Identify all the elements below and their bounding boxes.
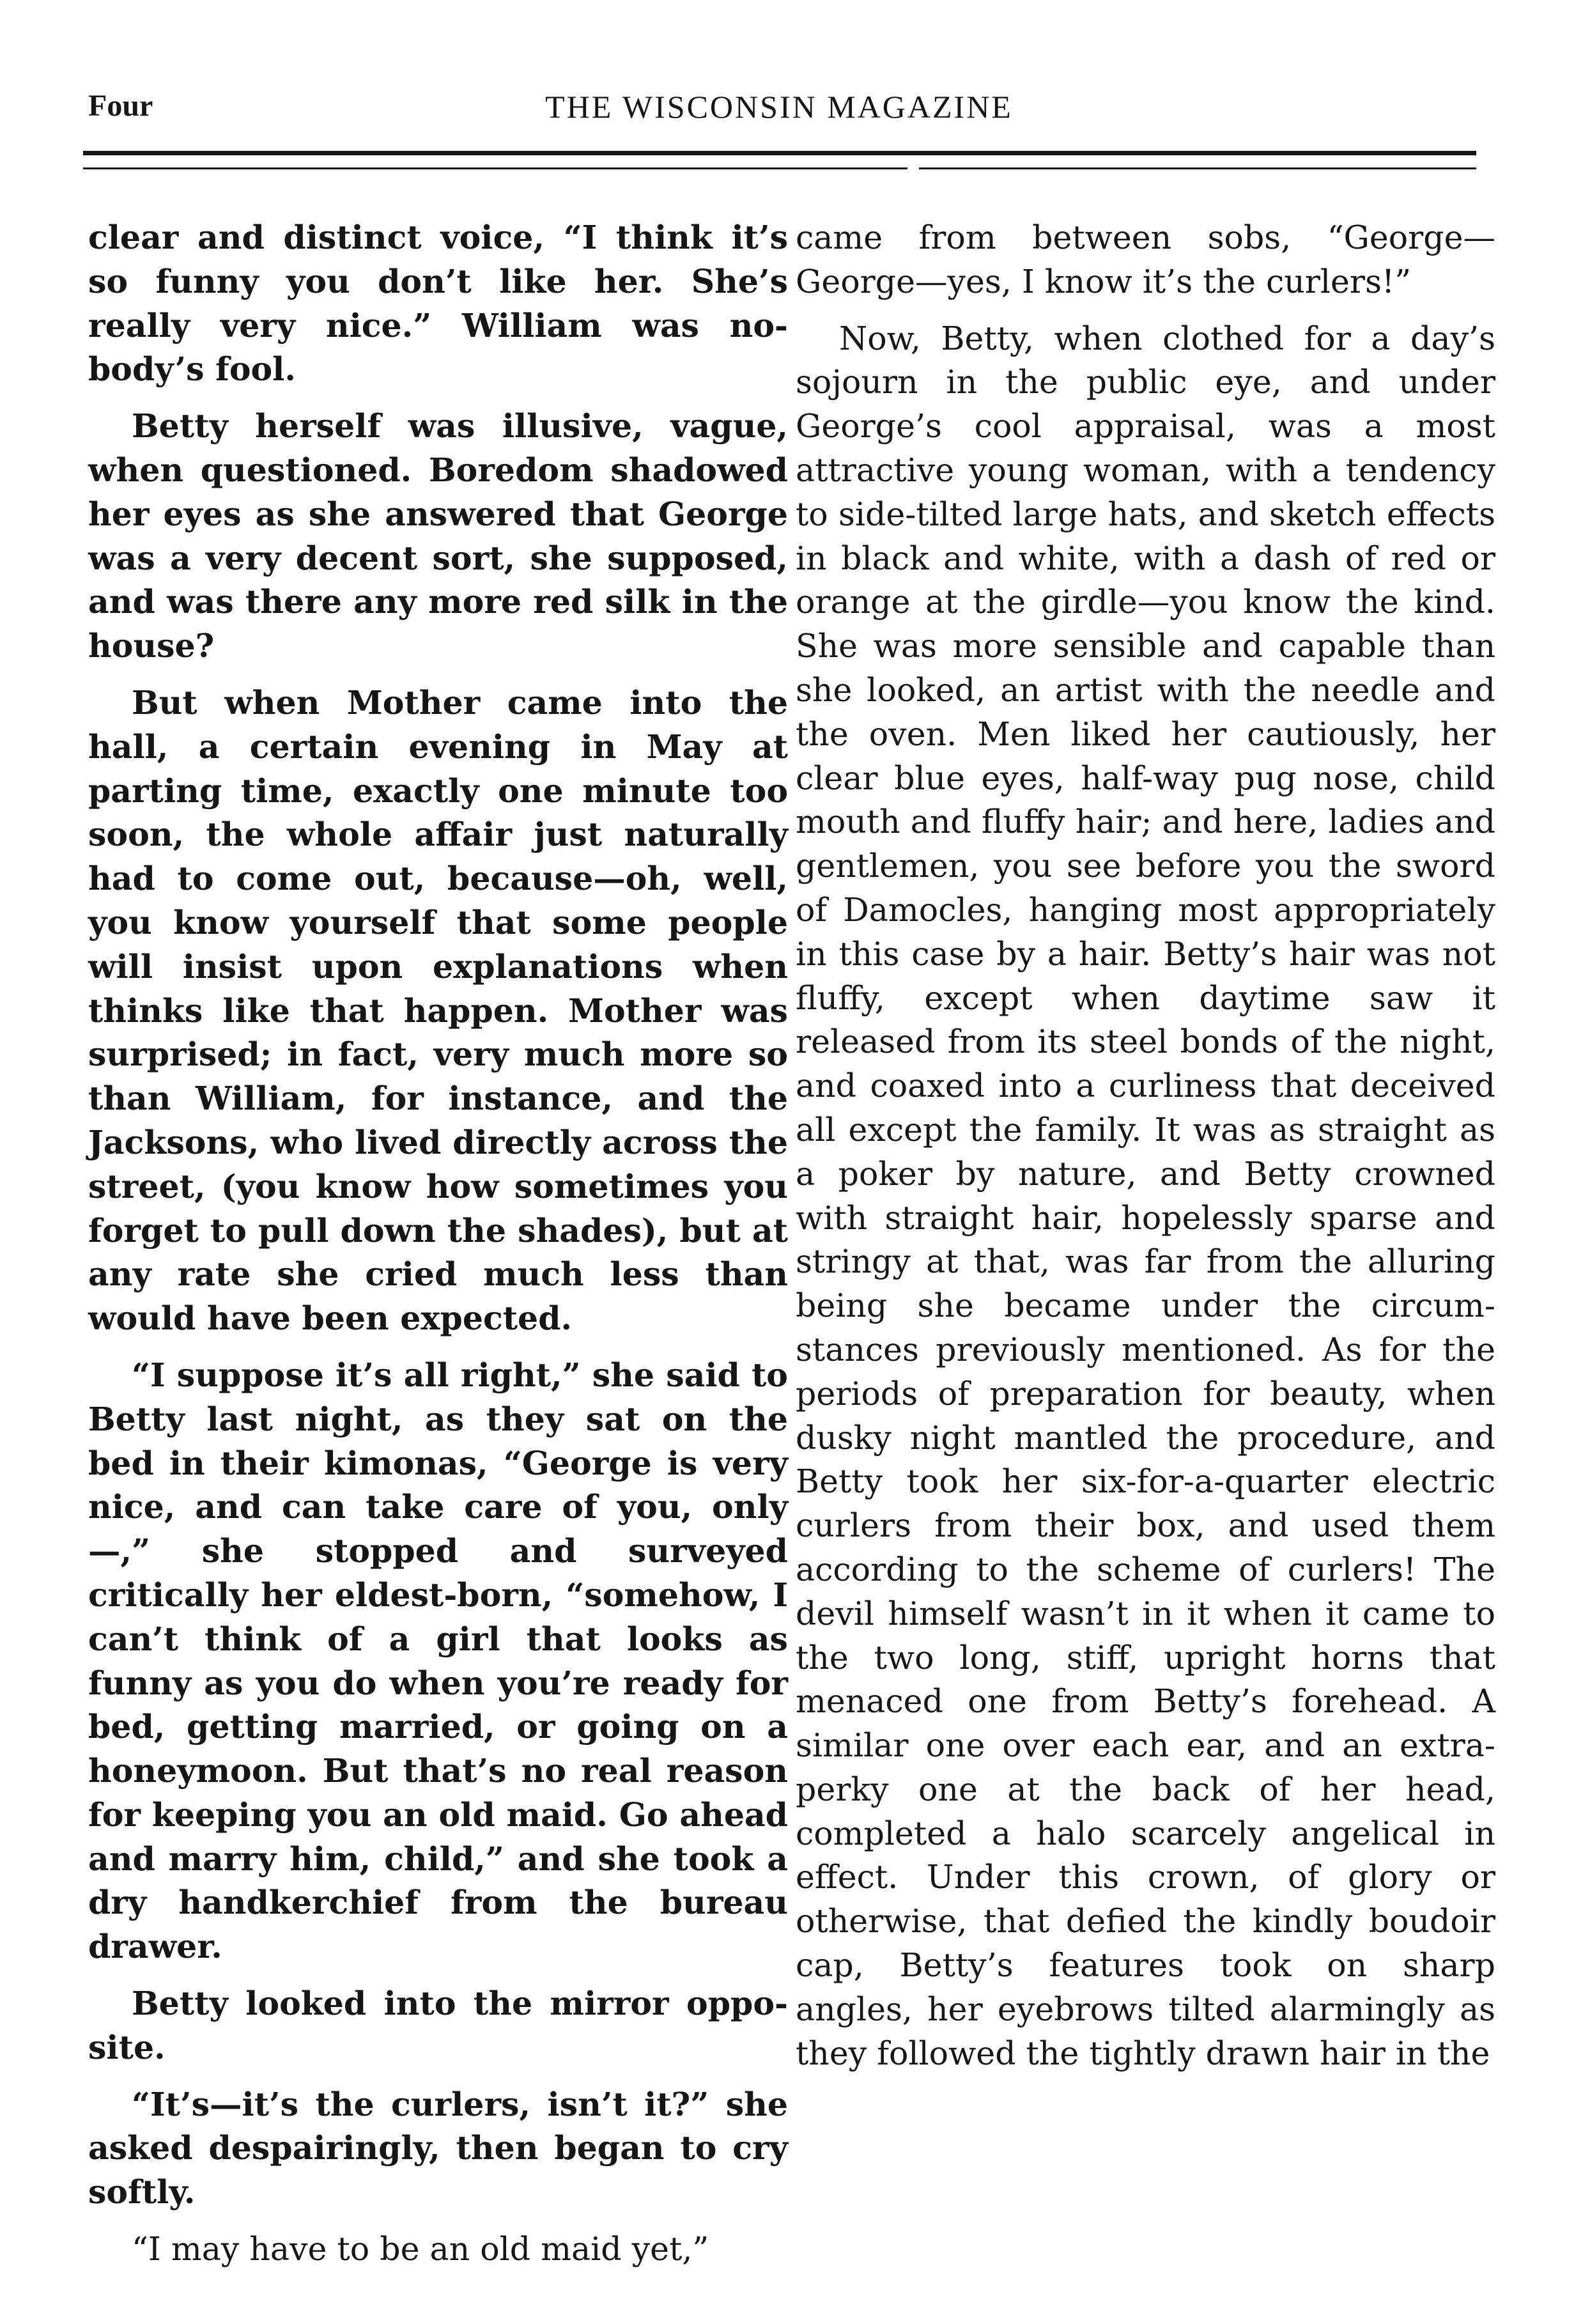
magazine-title: THE WISCONSIN MAGAZINE: [545, 89, 1013, 125]
left-column: [88, 216, 788, 2272]
paragraph: “I suppose it’s all right,” she said to Betty last night, as they sat on the bed in their kimonas, “George is very nice, and can take care of you, only—,” she stopped and surveyed critically her eldest-born, “somehow, I can’t think of a girl that looks as funny as you do when you’re ready for bed, getting married, or going on a honeymoon. But that’s no real reason for keeping you an old maid. Go ahead and marry him, child,” and she took a dry handkerchief from the bureau drawer.: [88, 1356, 788, 1966]
header-rule-thin-right: [919, 167, 1476, 169]
paragraph: Betty looked into the mirror opposite.: [88, 1985, 788, 2066]
paragraph: “I may have to be an old maid yet,”: [132, 2230, 709, 2268]
paragraph: “It’s—it’s the curlers, isn’t it?” she asked despairingly, then began to cry softly.: [88, 2085, 788, 2212]
paragraph: Now, Betty, when clothed for a day’s sojourn in the public eye, and under George’s cool appraisal, was a most attractive young woman, with a tendency to side-tilted large hats, and sketch effects in black and white, with a dash of red or orange at the girdle—you know the kind. She was more sensible and capable than she looked, an artist with the needle and the oven. Men liked her cautiously, her clear blue eyes, half-way pug nose, child mouth and fluffy hair; and here, ladies and gentlemen, you see before you the sword of Damocles, hanging most appropriately in this case by a hair. Betty’s hair was not fluffy, except when daytime saw it released from its steel bonds of the night, and coaxed into a curliness that deceived all except the family. It was as straight as a poker by nature, and Betty crowned with straight hair, hopelessly sparse and stringy at that, was far from the alluring being she became under the circumstances previously mentioned. As for the periods of preparation for beauty, when dusky night mantled the procedure, and Betty took her six-for-a-quarter electric curlers from their box, and used them according to the scheme of curlers! The devil himself wasn’t in it when it came to the two long, stiff, upright horns that menaced one from Betty’s forehead. A similar one over each ear, and an extra-perky one at the back of her head, completed a halo scarcely angelical in effect. Under this crown, of glory or otherwise, that defied the kindly boudoir cap, Betty’s features took on sharp angles, her eyebrows tilted alarmingly as they followed the tightly drawn hair in the: [796, 319, 1495, 2072]
header-rule-thin-left: [83, 167, 907, 169]
header-rule-thick: [83, 151, 1476, 155]
paragraph: came from between sobs, “George—George—yes, I know it’s the curlers!”: [796, 219, 1495, 300]
page-number: Four: [88, 89, 153, 123]
paragraph: clear and distinct voice, “I think it’s so funny you don’t like her. She’s really very nice.” William was nobody’s fool.: [88, 219, 788, 389]
paragraph: Betty herself was illusive, vague, when questioned. Boredom shadowed her eyes as she answered that George was a very decent sort, she supposed, and was there any more red silk in the house?: [88, 407, 788, 665]
page-header: [88, 88, 1470, 133]
paragraph: But when Mother came into the hall, a certain evening in May at parting time, exactly one minute too soon, the whole affair just naturally had to come out, because—oh, well, you know yourself that some people will insist upon explanations when thinks like that happen. Mother was surprised; in fact, very much more so than William, for instance, and the Jacksons, who lived directly across the street, (you know how sometimes you forget to pull down the shades), but at any rate she cried much less than would have been expected.: [88, 683, 788, 1338]
right-column: [796, 216, 1495, 2075]
